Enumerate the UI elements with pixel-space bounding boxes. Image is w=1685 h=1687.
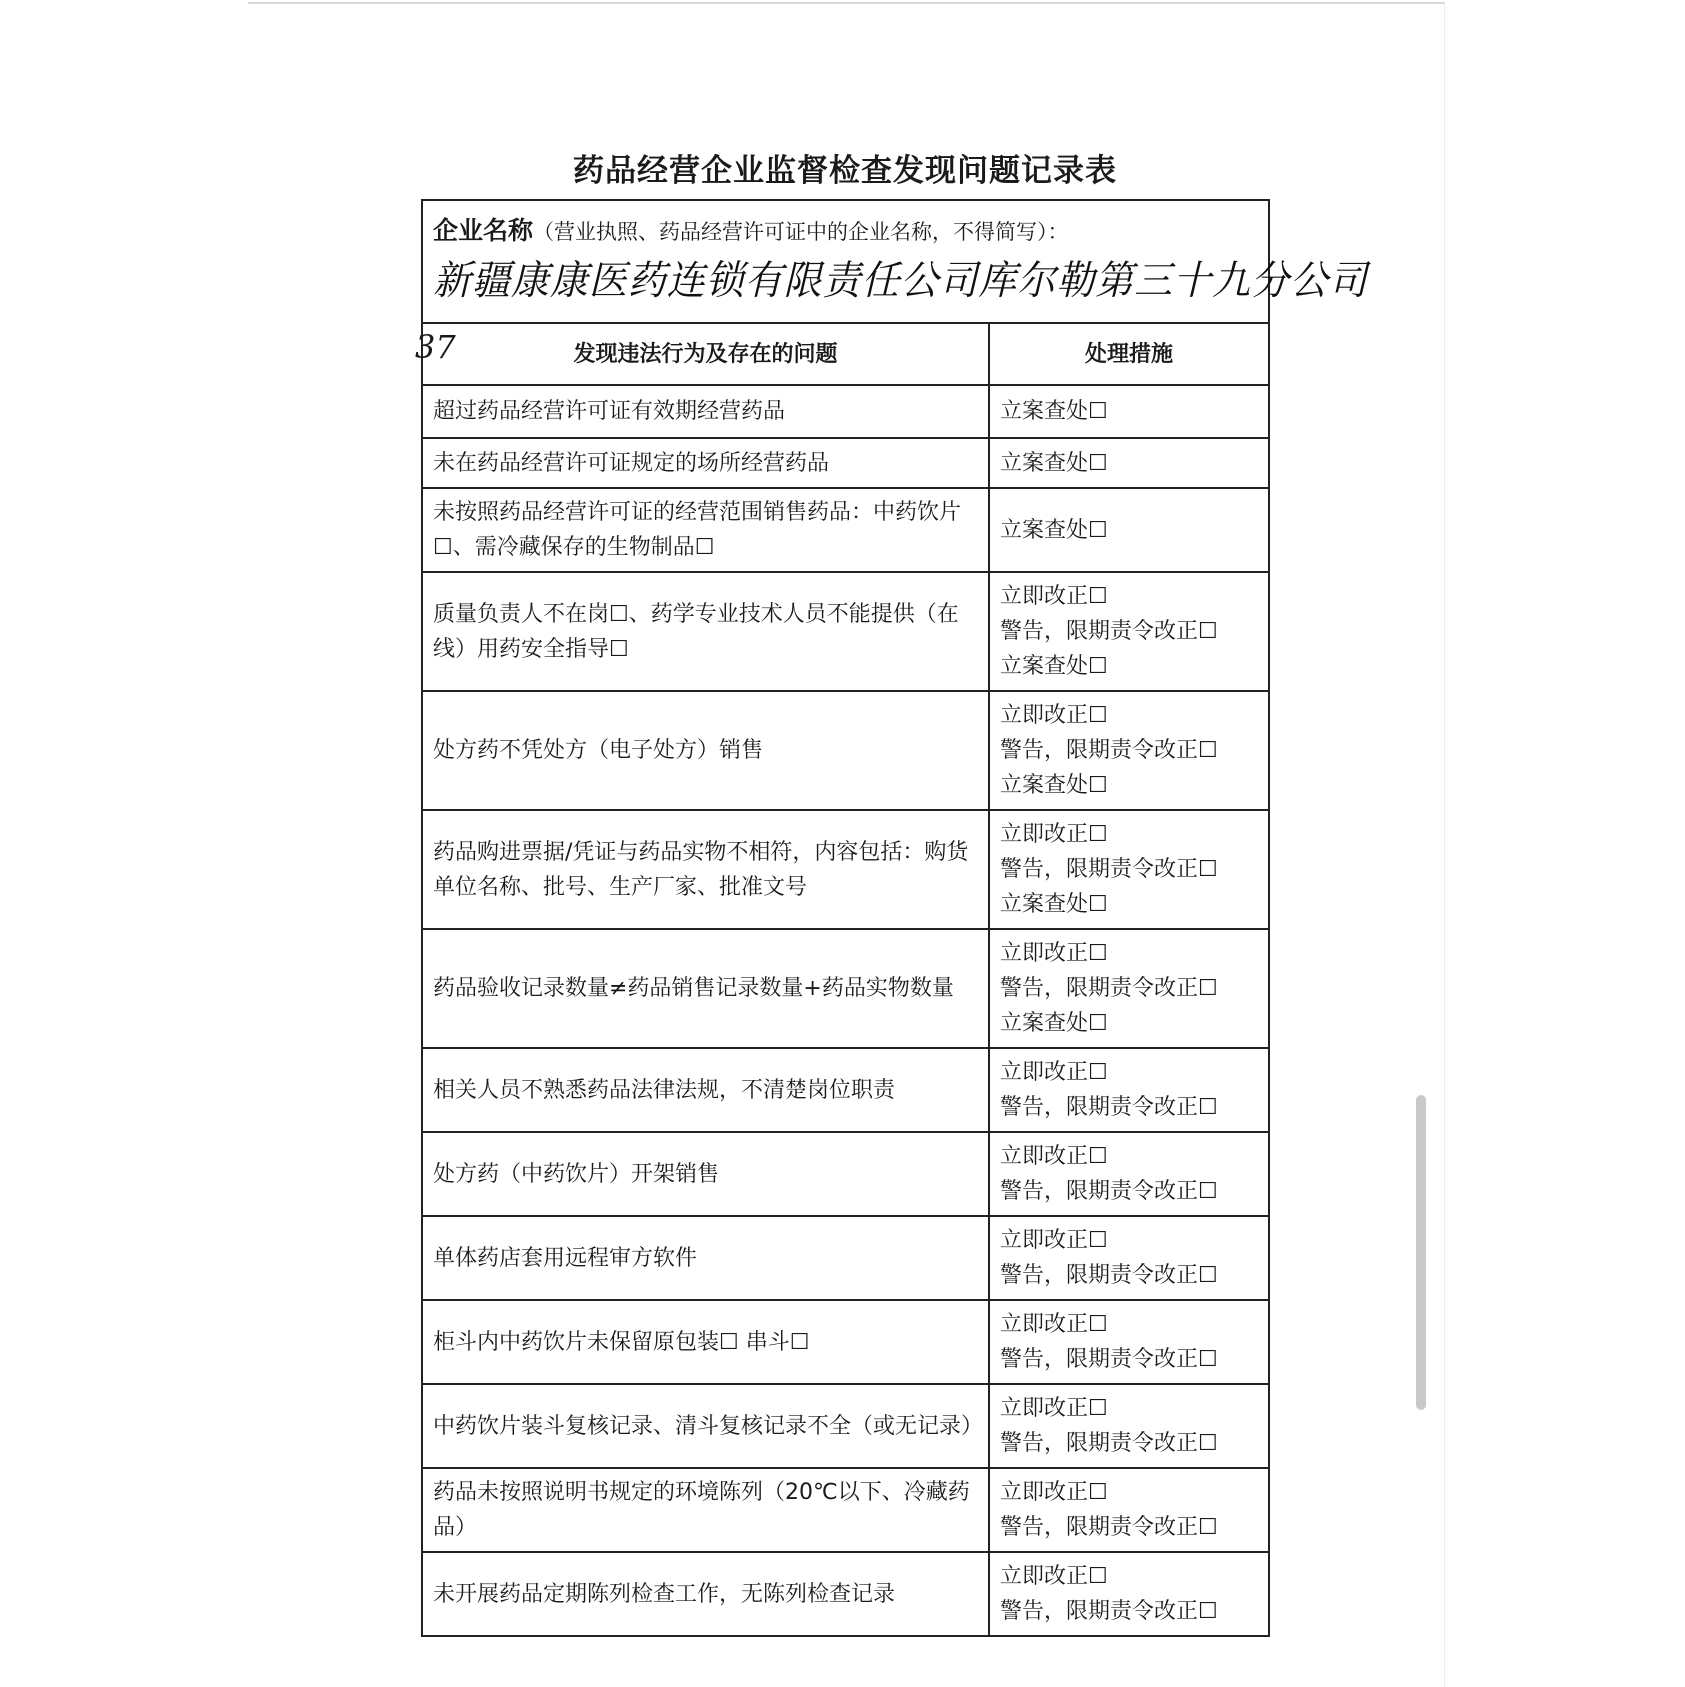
issue-cell: 超过药品经营许可证有效期经营药品 bbox=[422, 385, 989, 438]
measure-cell bbox=[989, 385, 1269, 438]
measure-option[interactable]: 警告，限期责令改正☐ bbox=[1000, 619, 1218, 644]
measure-cell bbox=[989, 1048, 1269, 1132]
issue-cell: 质量负责人不在岗☐、药学专业技术人员不能提供（在线）用药安全指导☐ bbox=[422, 572, 989, 691]
measure-option[interactable]: 警告，限期责令改正☐ bbox=[1000, 1515, 1218, 1540]
measure-cell bbox=[989, 572, 1269, 691]
issue-cell: 中药饮片装斗复核记录、清斗复核记录不全（或无记录） bbox=[422, 1384, 989, 1468]
measure-option[interactable]: 警告，限期责令改正☐ bbox=[1000, 1179, 1218, 1204]
measure-option[interactable]: 立即改正☐ bbox=[1000, 1312, 1108, 1337]
measure-option[interactable]: 立即改正☐ bbox=[1000, 1144, 1108, 1169]
issue-cell: 柜斗内中药饮片未保留原包装☐ 串斗☐ bbox=[422, 1300, 989, 1384]
issue-cell: 处方药不凭处方（电子处方）销售 bbox=[422, 691, 989, 810]
measure-option[interactable]: 立案查处☐ bbox=[1000, 399, 1108, 424]
measure-option[interactable]: 立案查处☐ bbox=[1000, 450, 1108, 476]
measure-option[interactable]: 立案查处☐ bbox=[1000, 773, 1108, 798]
measure-option[interactable]: 立即改正☐ bbox=[1000, 822, 1108, 847]
company-label: 企业名称 bbox=[433, 216, 534, 245]
measure-cell bbox=[989, 929, 1269, 1048]
table-row bbox=[422, 1048, 1269, 1132]
table-row bbox=[422, 572, 1269, 691]
measure-cell bbox=[989, 1216, 1269, 1300]
measure-cell bbox=[989, 438, 1269, 488]
company-row bbox=[422, 200, 1269, 323]
measure-option[interactable]: 警告，限期责令改正☐ bbox=[1000, 738, 1218, 763]
measure-option[interactable]: 立即改正☐ bbox=[1000, 941, 1108, 966]
measure-option[interactable]: 立即改正☐ bbox=[1000, 1228, 1108, 1253]
measure-cell bbox=[989, 810, 1269, 929]
measure-option[interactable]: 立即改正☐ bbox=[1000, 1396, 1108, 1421]
measure-option[interactable]: 立案查处☐ bbox=[1000, 654, 1108, 679]
header-measures: 处理措施 bbox=[989, 323, 1269, 385]
measure-option[interactable]: 立案查处☐ bbox=[1000, 892, 1108, 917]
header-row bbox=[422, 323, 1269, 385]
table-row bbox=[422, 1384, 1269, 1468]
measure-option[interactable]: 警告，限期责令改正☐ bbox=[1000, 1347, 1218, 1372]
measure-option[interactable]: 警告，限期责令改正☐ bbox=[1000, 1263, 1218, 1288]
issue-cell: 未开展药品定期陈列检查工作，无陈列检查记录 bbox=[422, 1552, 989, 1636]
measure-cell bbox=[989, 1132, 1269, 1216]
issue-cell: 未按照药品经营许可证的经营范围销售药品：中药饮片☐、需冷藏保存的生物制品☐ bbox=[422, 488, 989, 572]
header-issues bbox=[415, 323, 989, 385]
company-cell bbox=[422, 200, 1368, 323]
table-row bbox=[422, 438, 1269, 488]
table-row bbox=[422, 1468, 1269, 1552]
issue-cell: 单体药店套用远程审方软件 bbox=[422, 1216, 989, 1300]
issue-cell: 药品购进票据/凭证与药品实物不相符，内容包括：购货单位名称、批号、生产厂家、批准文号 bbox=[422, 810, 989, 929]
handwritten-company-name: 新疆康康医药连锁有限责任公司库尔勒第三十九分公司 bbox=[433, 258, 1368, 304]
table-row bbox=[422, 810, 1269, 929]
measure-option[interactable]: 立即改正☐ bbox=[1000, 1480, 1108, 1505]
scrollbar[interactable] bbox=[1416, 1095, 1426, 1410]
issue-cell: 药品未按照说明书规定的环境陈列（20℃以下、冷藏药品） bbox=[422, 1468, 989, 1552]
measure-option[interactable]: 立案查处☐ bbox=[1000, 1011, 1108, 1036]
issue-cell: 药品验收记录数量≠药品销售记录数量+药品实物数量 bbox=[422, 929, 989, 1048]
measure-option[interactable]: 警告，限期责令改正☐ bbox=[1000, 1599, 1218, 1624]
measure-option[interactable]: 立即改正☐ bbox=[1000, 1060, 1108, 1085]
measure-cell bbox=[989, 1384, 1269, 1468]
measure-option[interactable]: 立即改正☐ bbox=[1000, 703, 1108, 728]
measure-option[interactable]: 警告，限期责令改正☐ bbox=[1000, 976, 1218, 1001]
measure-option[interactable]: 立即改正☐ bbox=[1000, 584, 1108, 609]
header-issues-label: 发现违法行为及存在的问题 bbox=[573, 341, 838, 367]
issue-cell: 未在药品经营许可证规定的场所经营药品 bbox=[422, 438, 989, 488]
measure-cell bbox=[989, 488, 1269, 572]
table-row bbox=[422, 929, 1269, 1048]
table-row bbox=[422, 488, 1269, 572]
measure-cell bbox=[989, 691, 1269, 810]
inspection-table bbox=[415, 199, 1368, 1637]
measure-cell bbox=[989, 1552, 1269, 1636]
table-row bbox=[422, 1300, 1269, 1384]
issue-cell: 处方药（中药饮片）开架销售 bbox=[422, 1132, 989, 1216]
table-row bbox=[422, 1216, 1269, 1300]
measure-option[interactable]: 警告，限期责令改正☐ bbox=[1000, 857, 1218, 882]
measure-cell bbox=[989, 1300, 1269, 1384]
issue-cell: 相关人员不熟悉药品法律法规，不清楚岗位职责 bbox=[422, 1048, 989, 1132]
table-row bbox=[422, 1552, 1269, 1636]
table-row bbox=[422, 691, 1269, 810]
measure-option[interactable]: 警告，限期责令改正☐ bbox=[1000, 1431, 1218, 1456]
measure-option[interactable]: 警告，限期责令改正☐ bbox=[1000, 1095, 1218, 1120]
table-row bbox=[422, 385, 1269, 438]
form-title: 药品经营企业监督检查发现问题记录表 bbox=[573, 153, 1117, 189]
measure-cell bbox=[989, 1468, 1269, 1552]
table-row bbox=[422, 1132, 1269, 1216]
company-hint: （营业执照、药品经营许可证中的企业名称，不得简写）： bbox=[533, 220, 1069, 244]
measure-option[interactable]: 立即改正☐ bbox=[1000, 1564, 1108, 1589]
margin-note: 37 bbox=[415, 328, 456, 366]
measure-option[interactable]: 立案查处☐ bbox=[1000, 517, 1108, 543]
